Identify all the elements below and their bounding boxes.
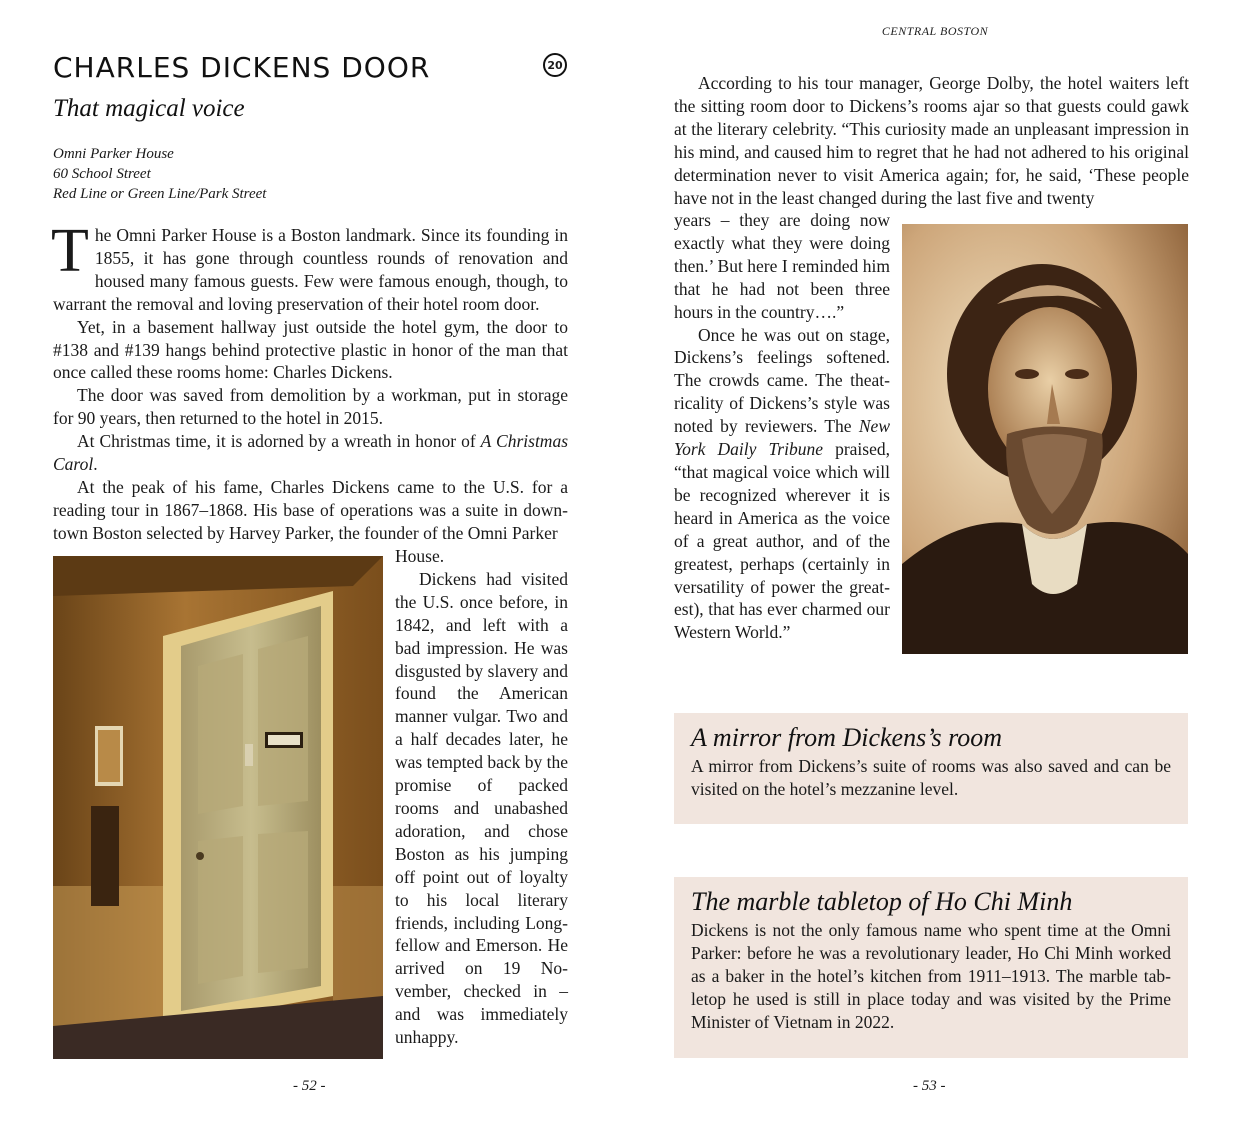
page-number: - 52 -: [293, 1078, 326, 1094]
paragraph: Once he was out on stage, Dickens’s feelings softened. The crowds came. The theatricality of Dickens’s style was noted by reviewers. The New York Daily Tribune praised, “that magical voice which will be recognized wherever it is heard in America as the voice of a great author, and of the greatest, perhaps (certainly in versatility of power the greatest), that has ever charmed our Western World.”: [674, 324, 890, 643]
newspaper-title: New York Daily Tribune: [674, 416, 890, 460]
address-transit: Red Line or Green Line/Park Street: [53, 186, 267, 202]
page-subtitle: That magical voice: [53, 95, 245, 122]
address-venue: Omni Parker House: [53, 146, 174, 162]
paragraph: At Christmas time, it is adorned by a wreath in honor of A Christmas Carol.: [53, 431, 568, 475]
running-head: CENTRAL BOSTON: [881, 24, 989, 38]
book-title: A Christmas Carol: [53, 431, 568, 475]
paragraph: According to his tour manager, George Dolby, the hotel waiters left the sitting room door to Dickens’s rooms ajar so that guests could gawk at the literary celebrity. “This curiosity made an unpleasant impression in his mind, and caused him to regret that he had not adhered to his original determination never to visit America again; for, he said, ‘These people have not in the least changed during the last five and twenty: [674, 73, 1189, 208]
left-page: [0, 0, 620, 1123]
drop-cap: T: [51, 217, 89, 285]
paragraph: Dickens had visited the U.S. once before, in 1842, and left with a bad impression. He was disgusted by slavery and found the American manner vulgar. Two and a half decades later, he was tempted back by the promise of packed rooms and unabashed adoration, and chose Boston as his jumping off point out of loyalty to his local literary friends, including Longfellow and Emerson. He arrived on 19 November, checked in – and was immediately unhappy.: [395, 568, 569, 1048]
sidebar-box-mirror: [674, 713, 1188, 824]
sidebar-text: A mirror from Dickens’s suite of rooms was also saved and can be visited on the hotel’s mezzanine level.: [691, 756, 1171, 799]
address-block: [53, 144, 266, 204]
door-photo: [53, 556, 383, 1059]
entry-number-badge: 20: [543, 53, 567, 77]
dickens-portrait-photo: [902, 224, 1188, 654]
paragraph: The Omni Parker House is a Boston landmark. Since its founding in 1855, it has gone through countless rounds of renovation and housed many famous guests. Few were famous enough, though, to warrant the removal and loving preservation of their hotel room door.: [51, 217, 568, 314]
paragraph: Yet, in a basement hallway just outside the hotel gym, the door to #138 and #139 hangs behind protective plastic in honor of the man that once called these rooms home: Charles Dickens.: [53, 316, 568, 383]
sidebar-title: The marble tabletop of Ho Chi Minh: [691, 887, 1073, 916]
body-text-left-column: [395, 545, 568, 1049]
sidebar-text: Dickens is not the only famous name who spent time at the Omni Parker: before he was a revolutionary leader, Ho Chi Minh worked as a baker in the hotel’s kitchen from 1911–1913. The marble tabletop he used is still in place today and was visited by the Prime Minister of Vietnam in 2022.: [691, 920, 1171, 1032]
paragraph: House.: [395, 546, 445, 566]
paragraph: At the peak of his fame, Charles Dickens came to the U.S. for a reading tour in 1867–1868. His base of operations was a suite in downtown Boston selected by Harvey Parker, the founder of the Omni Parker: [53, 476, 568, 543]
body-text-right-column: [674, 209, 890, 644]
page-title: CHARLES DICKENS DOOR: [53, 51, 431, 84]
body-text-left: [51, 217, 568, 545]
right-page: [620, 0, 1241, 1123]
address-street: 60 School Street: [53, 166, 151, 182]
page-number: - 53 -: [913, 1078, 946, 1094]
paragraph: The door was saved from demolition by a workman, put in storage for 90 years, then returned to the hotel in 2015.: [53, 385, 568, 429]
sidebar-title: A mirror from Dickens’s room: [691, 723, 1003, 752]
paragraph: years – they are doing now exactly what they were doing then.’ But here I reminded him that he had not been three hours in the country….”: [674, 210, 890, 322]
sidebar-box-tabletop: [674, 877, 1188, 1058]
body-text-right: [674, 72, 1189, 209]
